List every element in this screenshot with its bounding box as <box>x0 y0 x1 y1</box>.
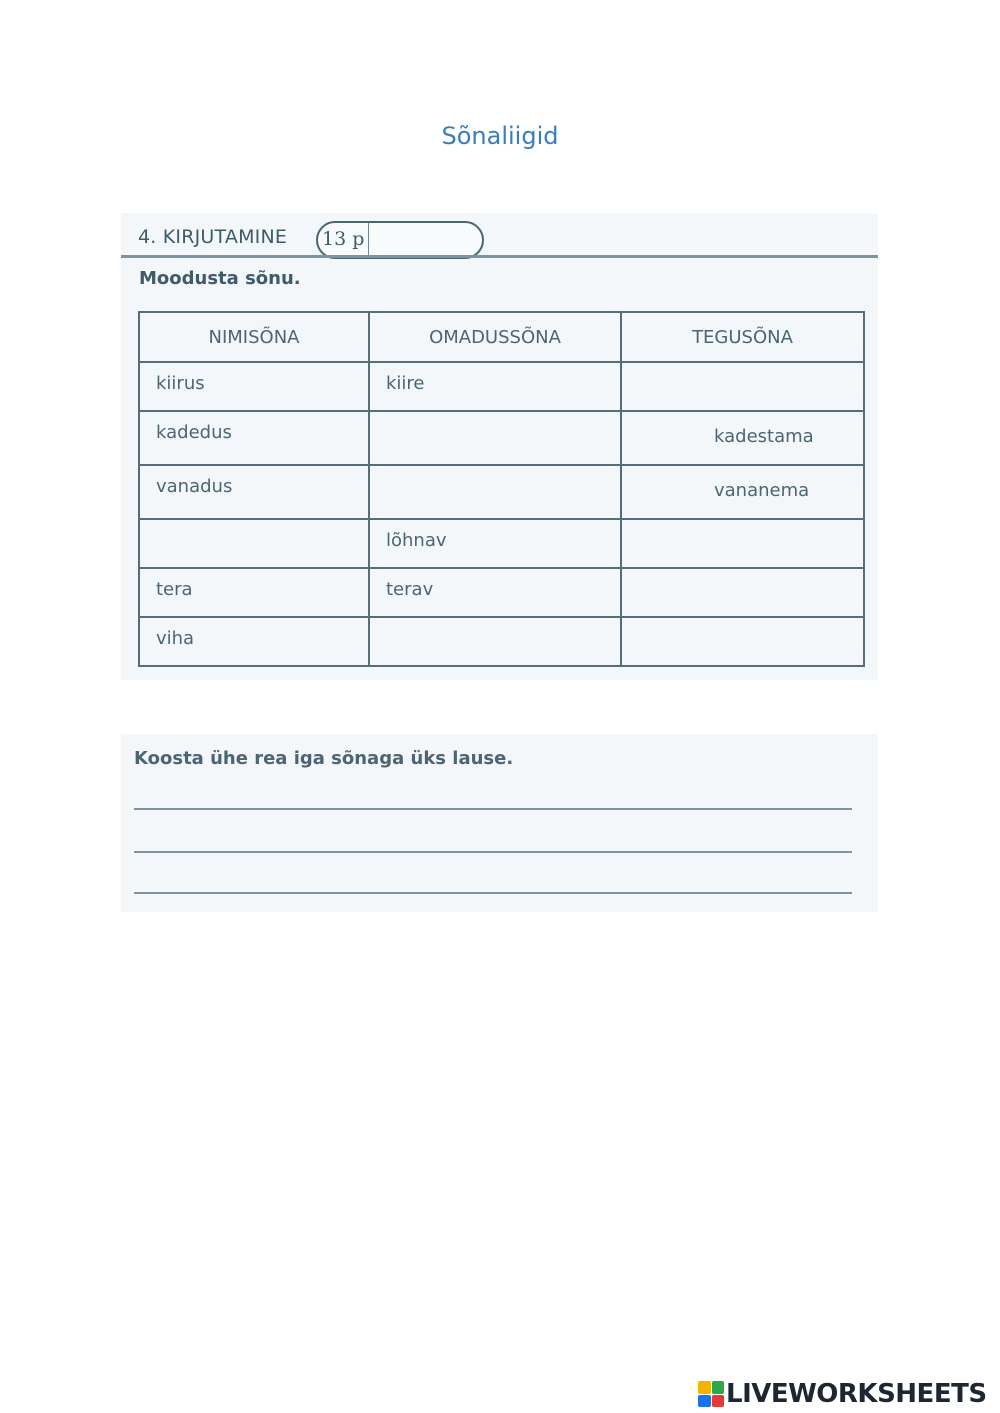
verb-cell[interactable] <box>621 519 864 568</box>
liveworksheets-logo-icon <box>698 1381 724 1407</box>
noun-cell[interactable]: kadedus <box>139 411 369 465</box>
adjective-cell[interactable]: lõhnav <box>369 519 621 568</box>
logo-text: LIVEWORKSHEETS <box>726 1379 987 1409</box>
verb-cell[interactable] <box>621 617 864 666</box>
noun-cell[interactable]: vanadus <box>139 465 369 519</box>
page-title: Sõnaliigid <box>441 122 559 150</box>
points-value: 13 p <box>322 228 365 250</box>
adjective-cell[interactable] <box>369 617 621 666</box>
header-verb: TEGUSÕNA <box>621 312 864 362</box>
noun-cell[interactable]: viha <box>139 617 369 666</box>
liveworksheets-logo <box>698 1379 987 1409</box>
header-noun: NIMISÕNA <box>139 312 369 362</box>
verb-cell[interactable]: kadestama <box>621 411 864 465</box>
table-row <box>139 411 864 465</box>
verb-cell[interactable]: vananema <box>621 465 864 519</box>
word-forms-table <box>138 311 865 667</box>
heading-rule <box>121 255 878 258</box>
answer-line[interactable] <box>134 851 852 853</box>
adjective-cell[interactable]: kiire <box>369 362 621 411</box>
section-heading: 4. KIRJUTAMINE <box>138 226 288 248</box>
noun-cell[interactable] <box>139 519 369 568</box>
instruction-form-words: Moodusta sõnu. <box>139 268 301 289</box>
table-row <box>139 617 864 666</box>
adjective-cell[interactable] <box>369 411 621 465</box>
table-row <box>139 362 864 411</box>
points-divider <box>368 223 369 257</box>
noun-cell[interactable]: tera <box>139 568 369 617</box>
verb-cell[interactable] <box>621 568 864 617</box>
adjective-cell[interactable] <box>369 465 621 519</box>
answer-line[interactable] <box>134 808 852 810</box>
instruction-write-sentences: Koosta ühe rea iga sõnaga üks lause. <box>134 748 514 769</box>
table-row <box>139 519 864 568</box>
noun-cell[interactable]: kiirus <box>139 362 369 411</box>
adjective-cell[interactable]: terav <box>369 568 621 617</box>
header-adjective: OMADUSSÕNA <box>369 312 621 362</box>
answer-line[interactable] <box>134 892 852 894</box>
table-row <box>139 465 864 519</box>
verb-cell[interactable] <box>621 362 864 411</box>
table-row <box>139 568 864 617</box>
